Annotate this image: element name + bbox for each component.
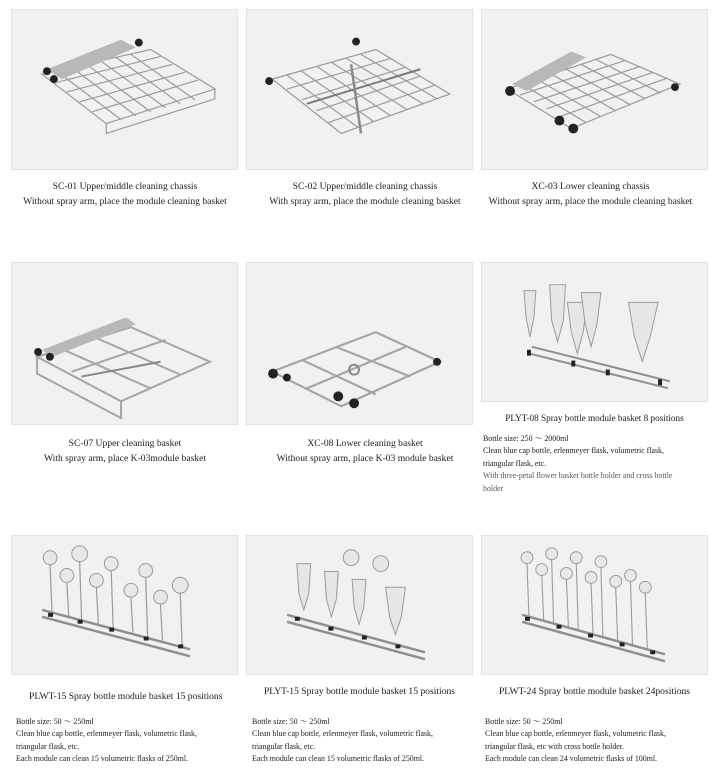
product-photo-sc01 xyxy=(11,9,238,170)
detail-line: Clean blue cap bottle, erlenmeyer flask, volumetric flask, xyxy=(252,729,433,739)
detail-line: Clean blue cap bottle, erlenmeyer flask, volumetric flask, xyxy=(16,729,197,739)
detail-line: Each module can clean 15 volumetric flasks of 250ml. xyxy=(16,754,189,764)
product-model-title: SC-02 Upper/middle cleaning chassis xyxy=(292,181,438,192)
product-caption-xc03 xyxy=(466,179,715,209)
product-subtitle: With spray arm, place the module cleaning basket xyxy=(269,196,461,207)
detail-line: Bottle size: 50 ～ 250ml xyxy=(252,717,330,726)
product-photo-xc08 xyxy=(246,262,473,425)
wire-chassis-image xyxy=(12,10,237,169)
detail-line: With three-petal flower basket bottle holder and cross bottle xyxy=(483,471,673,481)
detail-line: triangular flask, etc. xyxy=(483,458,547,468)
product-title-plyt15 xyxy=(246,684,473,699)
product-caption-sc01 xyxy=(0,179,250,209)
product-photo-plyt08 xyxy=(481,262,708,402)
detail-line: Bottle size: 50 ～ 250ml xyxy=(16,717,94,726)
spray-bottle-basket-15-image xyxy=(12,536,237,674)
product-model-title: XC-03 Lower cleaning chassis xyxy=(531,181,650,192)
product-model-title: PLWT-15 Spray bottle module basket 15 positions xyxy=(29,691,223,702)
product-photo-plyt15 xyxy=(246,535,473,675)
product-model-title: PLWT-24 Spray bottle module basket 24positions xyxy=(498,686,691,697)
product-title-plwt24 xyxy=(481,684,708,699)
product-model-title: XC-08 Lower cleaning basket xyxy=(307,438,423,449)
product-subtitle: With spray arm, place K-03module basket xyxy=(43,453,207,464)
spray-bottle-basket-24-image xyxy=(482,536,707,674)
detail-line: Bottle size: 250 ～ 2000ml xyxy=(483,434,569,443)
spray-bottle-basket-15b-image xyxy=(247,536,472,674)
product-caption-xc08 xyxy=(240,436,490,466)
product-details-plyt08 xyxy=(483,433,713,495)
spray-bottle-basket-8-image xyxy=(482,263,707,401)
lower-basket-frame-image xyxy=(247,263,472,424)
product-photo-plwt15 xyxy=(11,535,238,675)
product-title-plyt08 xyxy=(481,411,708,426)
product-photo-plwt24 xyxy=(481,535,708,675)
product-model-title: SC-01 Upper/middle cleaning chassis xyxy=(52,181,198,192)
detail-line: Bottle size: 50 ～ 250ml xyxy=(485,717,563,726)
product-subtitle: Without spray arm, place the module cleaning basket xyxy=(488,196,693,207)
wire-chassis-with-spray-arm-image xyxy=(247,10,472,169)
product-model-title: SC-07 Upper cleaning basket xyxy=(68,438,182,449)
detail-line: Clean blue cap bottle, erlenmeyer flask, volumetric flask, xyxy=(483,446,664,456)
product-details-plyt15 xyxy=(252,716,477,766)
product-photo-sc02 xyxy=(246,9,473,170)
product-details-plwt15 xyxy=(16,716,244,766)
product-subtitle: Without spray arm, place the module cleaning basket xyxy=(23,196,227,207)
detail-line: triangular flask, etc with cross bottle holder. xyxy=(485,741,624,751)
product-details-plwt24 xyxy=(485,716,713,766)
product-photo-sc07 xyxy=(11,262,238,425)
detail-line: Clean blue cap bottle, erlenmeyer flask, volumetric flask, xyxy=(485,729,666,739)
lower-chassis-image xyxy=(482,10,707,169)
product-subtitle: Without spray arm, place K-03 module basket xyxy=(276,453,454,464)
detail-line: triangular flask, etc. xyxy=(252,741,316,751)
detail-line: triangular flask, etc. xyxy=(16,741,80,751)
upper-basket-frame-image xyxy=(12,263,237,424)
detail-line: Each module can clean 15 volumetric flasks of 250ml. xyxy=(252,754,425,764)
product-model-title: PLYT-08 Spray bottle module basket 8 positions xyxy=(505,413,684,423)
product-model-title: PLYT-15 Spray bottle module basket 15 positions xyxy=(263,686,456,697)
detail-line: Each module can clean 24 volumetric flasks of 100ml. xyxy=(485,754,658,764)
product-caption-sc07 xyxy=(0,436,250,466)
detail-line: holder xyxy=(483,483,504,493)
product-photo-xc03 xyxy=(481,9,708,170)
product-caption-sc02 xyxy=(240,179,490,209)
